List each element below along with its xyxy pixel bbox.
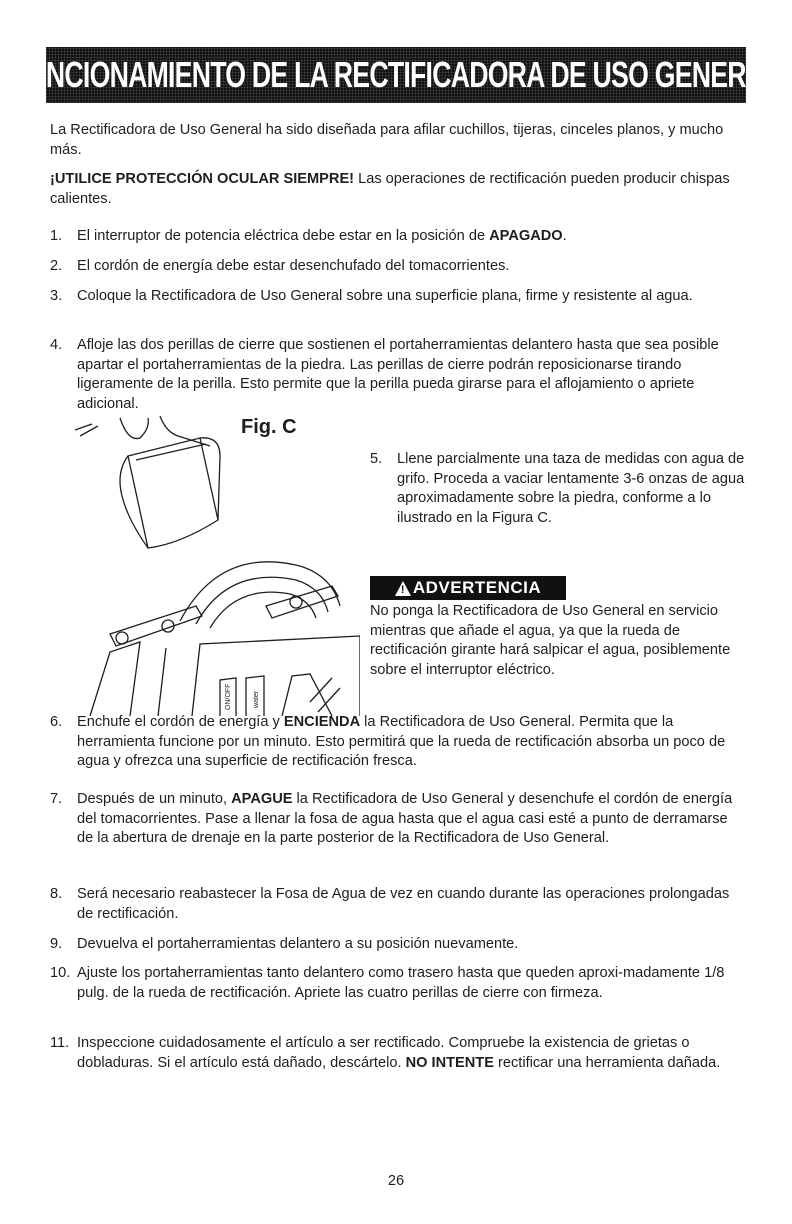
page-title: FUNCIONAMIENTO DE LA RECTIFICADORA DE USO GENERAL [12,54,780,95]
grinder-illustration [70,416,360,716]
safety-bold: ¡UTILICE PROTECCIÓN OCULAR SIEMPRE! [50,171,355,187]
step-bold: APAGADO [489,228,563,244]
step-text: Después de un minuto, [77,791,232,807]
step-text: Será necesario reabastecer la Fosa de Agua de vez en cuando durante las operaciones prolongadas de rectificación. [77,886,730,922]
page-number: 26 [387,1173,405,1189]
step-text: Coloque la Rectificadora de Uso General sobre una superficie plana, firme y resistente al agua. [77,288,693,304]
safety-text: Las operaciones de rectificación pueden producir chispas calientes. [50,171,730,207]
warning-text: No ponga la Rectificadora de Uso General en servicio mientras que añade el agua, ya que la rueda de rectificación girante hará salpicar el agua, posiblemente sobre el interruptor eléctrico. [370,603,731,678]
step-text: Afloje las dos perillas de cierre que sostienen el portaherramientas delantero hasta que sea posible apartar el portaherramientas de la piedra. Las perillas de cierre podrán reposicionarse tirando ligeramente de la perilla. Esto permite que la perilla pueda girarse para el aflojamiento o apriete adicional. [77,337,719,412]
step-text: El cordón de energía debe estar desenchufado del tomacorrientes. [77,258,510,274]
tool-rest-left [110,606,202,646]
step-number: 5. [370,451,383,467]
step-number: 6. [50,714,63,730]
step-number: 2. [50,258,63,274]
step-number: 9. [50,936,63,952]
step-text: Enchufe el cordón de energía y [77,714,284,730]
step-number: 11. [50,1035,70,1051]
page-title-banner [12,47,780,103]
step-text-after: rectificar una herramienta dañada. [493,1054,721,1071]
warning-label [370,576,566,600]
step-number: 3. [50,288,63,304]
step-number: 7. [50,791,63,807]
step-text: Ajuste los portaherramientas tanto delantero como trasero hasta que queden aproxi-madamente 1/8 pulg. de la rueda de rectificación. Apriete las cuatro perillas de cierre con firmeza. [77,965,725,1001]
figure-label: Fig. C [241,416,297,438]
step-text: Inspeccione cuidadosamente el artículo a ser rectificado. Compruebe la existencia de grietas o dobladuras. Si el artículo está dañado, descártelo. [77,1035,690,1071]
step-number: 8. [50,886,63,902]
warning-triangle-icon [395,581,411,596]
hand-outline [75,416,210,446]
step-text: Llene parcialmente una taza de medidas con agua de grifo. Proceda a vaciar lentamente 3-6 onzas de agua aproximadamente sobre la piedra, conforme a lo ilustrado en la Figura C. [397,451,745,526]
safety-paragraph [50,170,740,209]
step-number: 10. [50,965,71,981]
step-text-after: la Rectificadora de Uso General y desenchufe el cordón de energía del tomacorrientes. Pase a llenar la fosa de agua hasta que el agua casi esté a punto de derramarse de la abertura de drenaje en la parte posterior de la Rectificadora de Uso General. [77,791,733,846]
step-text-after: . [562,228,567,244]
measuring-cup [128,438,218,548]
step-bold: ENCIENDA [283,714,361,730]
step-text: Devuelva el portaherramientas delantero a su posición nuevamente. [77,936,519,952]
step-number: 1. [50,228,63,244]
step-number: 4. [50,337,63,353]
switch-text: ON/OFF [225,683,232,710]
step-bold: NO INTENTE [405,1054,494,1071]
step-text: El interruptor de potencia eléctrica debe estar en la posición de [77,228,490,244]
warning-label-text: ADVERTENCIA [412,578,542,597]
step-text-after: la Rectificadora de Uso General. Permita que la herramienta funcione por un minuto. Esto permitirá que la rueda de rectificación absorba un poco de agua y ofrezca una superficie de rectificación fresca. [77,714,726,769]
intro-paragraph: La Rectificadora de Uso General ha sido diseñada para afilar cuchillos, tijeras, cinceles planos, y mucho más. [50,122,724,158]
step-bold: APAGUE [231,791,293,807]
panel-text: water [253,690,260,708]
warning-symbol: ! [400,583,406,596]
